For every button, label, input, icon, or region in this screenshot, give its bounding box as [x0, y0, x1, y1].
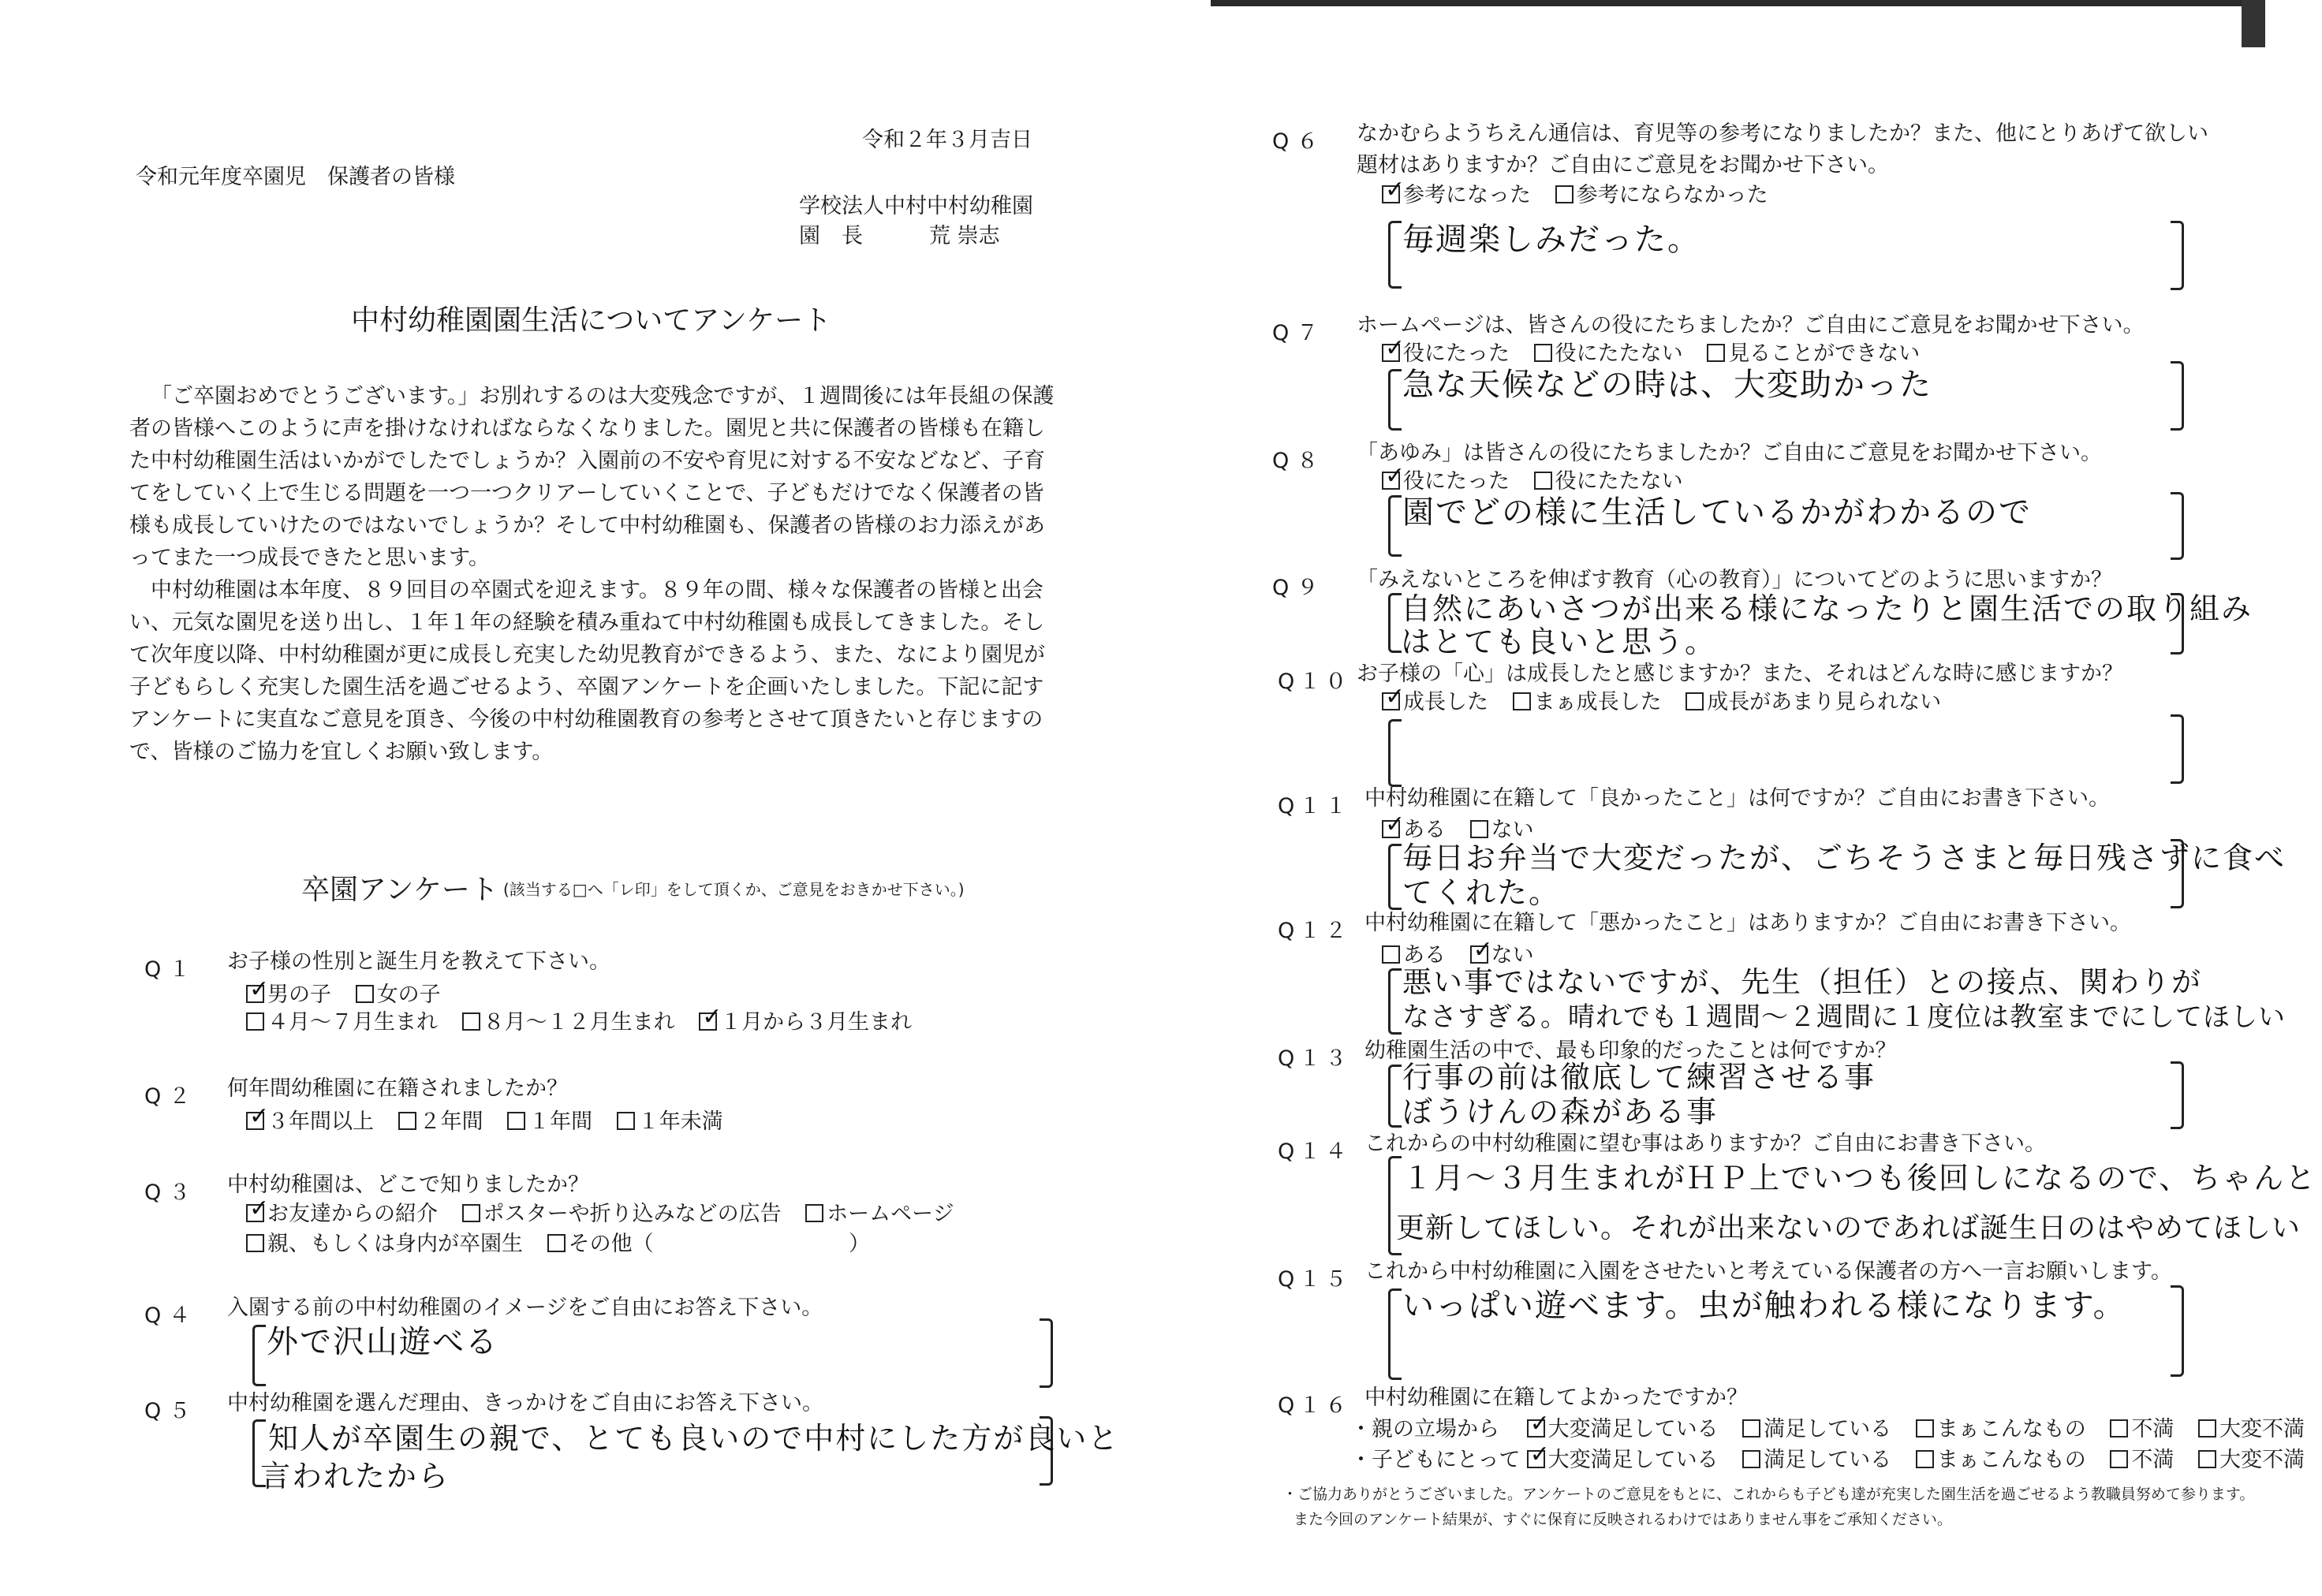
q13-bracket-right	[2171, 1061, 2184, 1129]
q2-option-under1y[interactable]: １年未満	[617, 1108, 723, 1136]
q14-number: Q１４	[1278, 1139, 1352, 1164]
q8-question: 「あゆみ」は皆さんの役にたちましたか？ご自由にご意見をお聞かせ下さい。	[1357, 441, 2102, 465]
q6-options	[1382, 181, 1786, 210]
checkbox[interactable]	[246, 1012, 264, 1031]
q16-child-satisfied[interactable]: 満足している	[1742, 1446, 1891, 1475]
checkbox[interactable]	[1534, 472, 1552, 490]
q14-answer-line-2[interactable]: 更新してほしい。それが出来ないのであれば誕生日のはやめてほしい	[1396, 1212, 2301, 1244]
checkbox[interactable]	[398, 1112, 416, 1130]
checkbox-checked[interactable]	[1382, 692, 1400, 710]
q2-question: 何年間幼稚園に在籍されましたか？	[227, 1076, 568, 1101]
principal-title: 園 長	[799, 224, 863, 248]
q4-bracket-left	[252, 1325, 266, 1386]
scan-edge	[2242, 0, 2265, 47]
checkbox[interactable]	[356, 985, 374, 1003]
checkbox-checked[interactable]	[1527, 1419, 1545, 1438]
checkbox-checked[interactable]	[1470, 945, 1488, 964]
q12-bracket-left	[1388, 968, 1402, 1035]
q2-number: Q２	[144, 1084, 199, 1109]
q3-question: 中村幼稚園は、どこで知りましたか？	[227, 1173, 589, 1197]
q16-child-very-dissatisfied[interactable]: 大変不満	[2198, 1446, 2305, 1475]
q1-option-boy[interactable]: ✓男の子	[246, 981, 331, 1009]
q6-answer[interactable]: 毎週楽しみだった。	[1402, 222, 1700, 258]
q10-option-somewhat[interactable]: まぁ成長した	[1513, 688, 1662, 717]
q5-question: 中村幼稚園を選んだ理由、きっかけをご自由にお答え下さい。	[227, 1391, 823, 1415]
q8-options	[1382, 468, 1700, 496]
q16-parent-satisfied[interactable]: 満足している	[1742, 1415, 1891, 1444]
q11-number: Q１１	[1278, 794, 1352, 819]
q13-question: 幼稚園生活の中で、最も印象的だったことは何ですか？	[1364, 1039, 1897, 1063]
q16-parent-very-dissatisfied[interactable]: 大変不満	[2198, 1415, 2305, 1444]
q1-question: お子様の性別と誕生月を教えて下さい。	[227, 949, 610, 974]
checkbox-checked[interactable]	[246, 1204, 264, 1222]
checkbox-checked[interactable]	[246, 985, 264, 1003]
q7-option-cannot-view[interactable]: 見ることができない	[1707, 340, 1920, 368]
q3-options-row2	[246, 1230, 671, 1259]
checkbox-checked[interactable]	[699, 1012, 717, 1031]
checkbox-checked[interactable]	[1527, 1450, 1545, 1468]
q6-bracket-right	[2171, 221, 2184, 290]
q7-answer[interactable]: 急な天候などの時は、大変助かった	[1402, 367, 1932, 403]
checkbox[interactable]	[617, 1112, 635, 1130]
q16-parent-dissatisfied[interactable]: 不満	[2110, 1415, 2174, 1444]
q7-bracket-right	[2171, 361, 2184, 431]
q2-options	[246, 1108, 741, 1136]
q9-answer-line-2[interactable]: はとても良いと思う。	[1401, 625, 1717, 659]
school-name: 学校法人中村中村幼稚園	[799, 194, 1033, 218]
q1-option-jan-mar[interactable]: ✓ １月から３月生まれ	[699, 1009, 912, 1037]
checkbox[interactable]	[246, 1234, 264, 1252]
checkbox[interactable]	[1382, 945, 1400, 964]
q15-answer[interactable]: いっぱい遊べます。虫が触われる様になります。	[1402, 1288, 2126, 1324]
checkbox[interactable]	[462, 1204, 480, 1222]
q13-number: Q１３	[1278, 1046, 1352, 1071]
q7-question: ホームページは、皆さんの役にたちましたか？ご自由にご意見をお聞かせ下さい。	[1357, 313, 2145, 337]
q11-option-yes[interactable]: ✓ある	[1382, 816, 1446, 845]
q8-bracket-right	[2171, 492, 2184, 560]
checkbox[interactable]	[1555, 185, 1574, 203]
q3-option-homepage[interactable]: ホームページ	[805, 1200, 954, 1229]
checkbox[interactable]	[1916, 1419, 1934, 1438]
q15-number: Q１５	[1278, 1267, 1352, 1292]
intro-text	[129, 380, 1062, 768]
q15-bracket-left	[1388, 1288, 1402, 1380]
intro-paragraph-2: 中村幼稚園は本年度、８９回目の卒園式を迎えます。８９年の間、様々な保護者の皆様と出会い、元気な園児を送り出し、１年１年の経験を積み重ねて中村幼稚園も成長してきました。そして次年度以降、中村幼稚園が更に成長し充実した幼児教育ができるよう、また、なにより園児が子どもらしく充実した園生活を過ごせるよう、卒園アンケートを企画いたしました。下記に記すアンケートに実直なご意見を頂き、今後の中村幼稚園教育の参考とさせて頂きたいと存じますので、皆様のご協力を宜しくお願い致します。	[129, 578, 1045, 764]
q4-question: 入園する前の中村幼稚園のイメージをご自由にお答え下さい。	[227, 1296, 823, 1320]
q7-options	[1382, 340, 1937, 368]
checkbox[interactable]	[2198, 1419, 2216, 1438]
survey-note: (該当する□へ「レ印」をして頂くか、ご意見をおきかせ下さい。)	[503, 880, 965, 899]
q3-number: Q３	[144, 1180, 199, 1205]
checkbox[interactable]	[507, 1112, 525, 1130]
q7-option-not-useful[interactable]: 役にたたない	[1534, 340, 1683, 368]
q10-number: Q１０	[1278, 669, 1352, 694]
q3-other-close: ）	[849, 1232, 870, 1256]
q6-number: Q６	[1272, 129, 1327, 154]
q12-question: 中村幼稚園に在籍して「悪かったこと」はありますか？ご自由にお書き下さい。	[1364, 911, 2131, 935]
q13-answer-line-2[interactable]: ぼうけんの森がある事	[1402, 1094, 1719, 1129]
q10-options	[1382, 688, 1958, 717]
q16-parent-very-satisfied[interactable]: ✓ 大変満足している	[1527, 1415, 1719, 1444]
checkbox[interactable]	[1686, 692, 1704, 710]
q14-question: これからの中村幼稚園に望む事はありますか？ご自由にお書き下さい。	[1364, 1132, 2046, 1156]
q2-option-3y[interactable]: ✓３年間以上	[246, 1108, 374, 1136]
q4-answer[interactable]: 外で沢山遊べる	[267, 1324, 498, 1360]
q9-number: Q９	[1272, 576, 1327, 600]
checkbox[interactable]	[2198, 1450, 2216, 1468]
q1-option-apr-jul[interactable]: ４月〜７月生まれ	[246, 1009, 438, 1037]
q13-answer-line-1[interactable]: 行事の前は徹底して練習させる事	[1402, 1060, 1876, 1094]
q1-option-girl[interactable]: 女の子	[356, 981, 441, 1009]
q1-options-month	[246, 1009, 929, 1037]
q10-option-grown[interactable]: ✓成長した	[1382, 688, 1488, 717]
q12-answer-line-1[interactable]: 悪い事ではないですが、先生（担任）との接点、関わりが	[1402, 965, 2202, 999]
q15-bracket-right	[2171, 1285, 2184, 1377]
date: 令和２年３月吉日	[862, 128, 1032, 152]
q10-option-not-much[interactable]: 成長があまり見られない	[1686, 688, 1941, 717]
checkbox[interactable]	[462, 1012, 480, 1031]
q6-option-not-helpful[interactable]: 参考にならなかった	[1555, 181, 1768, 210]
q16-question: 中村幼稚園に在籍してよかったですか？	[1364, 1385, 1748, 1410]
q9-question: 「みえないところを伸ばす教育（心の教育）」についてどのように思いますか？	[1357, 568, 2112, 592]
q13-bracket-left	[1388, 1065, 1402, 1128]
q8-number: Q８	[1272, 449, 1327, 473]
q2-option-2y[interactable]: ２年間	[398, 1108, 483, 1136]
q16-row-child-label: ・子どもにとって	[1350, 1448, 1521, 1472]
q11-answer-line-2[interactable]: てくれた。	[1402, 875, 1561, 910]
q11-answer-line-1[interactable]: 毎日お弁当で大変だったが、ごちそうさまと毎日残さずに食べ	[1402, 841, 2287, 875]
q11-bracket-left	[1388, 844, 1402, 910]
q1-options-gender	[246, 981, 458, 1009]
q8-bracket-left	[1388, 495, 1402, 557]
q3-options-row1	[246, 1200, 972, 1229]
q2-option-1y[interactable]: １年間	[507, 1108, 592, 1136]
q7-option-useful[interactable]: ✓役にたった	[1382, 340, 1510, 368]
q10-bracket-left	[1388, 719, 1402, 787]
checkbox-checked[interactable]	[246, 1112, 264, 1130]
q4-number: Q４	[144, 1303, 199, 1328]
q10-question: お子様の「心」は成長したと感じますか？また、それはどんな時に感じますか？	[1357, 662, 2123, 686]
q3-option-friend[interactable]: ✓お友達からの紹介	[246, 1200, 438, 1229]
survey-title: 卒園アンケート	[301, 874, 498, 906]
checkbox-checked[interactable]	[1382, 820, 1400, 838]
checkbox[interactable]	[805, 1204, 823, 1222]
q6-option-helpful[interactable]: ✓参考になった	[1382, 181, 1531, 210]
q7-bracket-left	[1388, 369, 1402, 431]
q3-option-other[interactable]: その他（	[547, 1230, 654, 1259]
footer-line-2: また今回のアンケート結果が、すぐに保育に反映されるわけではありません事をご承知ください。	[1294, 1511, 1952, 1528]
checkbox[interactable]	[2110, 1450, 2128, 1468]
q11-question: 中村幼稚園に在籍して「良かったこと」は何ですか？ご自由にお書き下さい。	[1364, 786, 2110, 811]
checkbox[interactable]	[2110, 1419, 2128, 1438]
checkbox[interactable]	[1742, 1450, 1760, 1468]
q9-bracket-left	[1388, 593, 1402, 653]
checkbox[interactable]	[1916, 1450, 1934, 1468]
q6-question-line-1: なかむらようちえん通信は、育児等の参考になりましたか？また、他にとりあげて欲しい	[1357, 121, 2208, 146]
page-title: 中村幼稚園園生活についてアンケート	[351, 304, 832, 337]
q8-option-not-useful[interactable]: 役にたたない	[1534, 468, 1683, 496]
q8-answer[interactable]: 園でどの様に生活しているかがわかるので	[1402, 494, 2032, 531]
q16-parent-so-so[interactable]: まぁこんなもの	[1916, 1415, 2086, 1444]
q6-bracket-left	[1388, 221, 1402, 289]
scan-shadow	[1211, 0, 2265, 6]
q16-child-very-satisfied[interactable]: ✓ 大変満足している	[1527, 1446, 1719, 1475]
q14-answer-line-1[interactable]: １月〜３月生まれがＨＰ上でいつも後回しになるので、ちゃんと	[1402, 1161, 2317, 1195]
q10-bracket-right	[2171, 714, 2184, 784]
q3-option-family[interactable]: 親、もしくは身内が卒園生	[246, 1230, 523, 1259]
q5-number: Q５	[144, 1399, 199, 1423]
checkbox[interactable]	[1742, 1419, 1760, 1438]
checkbox[interactable]	[1513, 692, 1531, 710]
q16-row-parent	[1350, 1415, 2322, 1444]
checkbox[interactable]	[1534, 344, 1552, 362]
q1-option-aug-dec[interactable]: ８月〜１２月生まれ	[462, 1009, 675, 1037]
q15-question: これから中村幼稚園に入園をさせたいと考えている保護者の方へ一言お願いします。	[1364, 1259, 2172, 1284]
q1-number: Q１	[144, 957, 199, 982]
q16-row-parent-label: ・親の立場から	[1350, 1417, 1499, 1441]
q4-bracket-right	[1040, 1318, 1053, 1388]
checkbox[interactable]	[1707, 344, 1725, 362]
q12-number: Q１２	[1278, 919, 1352, 943]
checkbox-checked[interactable]	[1382, 185, 1400, 203]
checkbox-checked[interactable]	[1382, 344, 1400, 362]
q16-number: Q１６	[1278, 1393, 1352, 1418]
q7-number: Q７	[1272, 321, 1327, 345]
q5-answer-line-2[interactable]: 言われたから	[260, 1459, 450, 1493]
q16-child-dissatisfied[interactable]: 不満	[2110, 1446, 2174, 1475]
footer-line-1: ・ご協力ありがとうございました。アンケートのご意見をもとに、これからも子ども達が充実した園生活を過ごせるよう教職員努めて参ります。	[1282, 1486, 2255, 1503]
q9-answer-line-1[interactable]: 自然にあいさつが出来る様になったりと園生活での取り組み	[1401, 591, 2253, 626]
q16-child-so-so[interactable]: まぁこんなもの	[1916, 1446, 2086, 1475]
q8-option-useful[interactable]: ✓役にたった	[1382, 468, 1510, 496]
checkbox[interactable]	[547, 1234, 566, 1252]
q5-answer-line-1[interactable]: 知人が卒園生の親で、とても良いので中村にした方が良いと	[268, 1421, 1120, 1456]
addressee: 令和元年度卒園児 保護者の皆様	[136, 165, 455, 189]
intro-paragraph-1: 「ご卒園おめでとうございます。」お別れするのは大変残念ですが、１週間後には年長組の保護者の皆様へこのように声を掛けなければならなくなりました。園児と共に保護者の皆様も在籍した中村幼稚園生活はいかがでしたでしょうか？入園前の不安や育児に対する不安などなど、子育てをしていく上で生じる問題を一つ一つクリアーしていくことで、子どもだけでなく保護者の皆様も成長していけたのではないでしょうか？そして中村幼稚園も、保護者の皆様のお力添えがあってまた一つ成長できたと思います。	[129, 384, 1055, 570]
checkbox[interactable]	[1470, 820, 1488, 838]
q12-answer-line-2[interactable]: なさすぎる。晴れでも１週間〜２週間に１度位は教室までにしてほしい	[1402, 1001, 2286, 1033]
q12-option-yes[interactable]: ある	[1382, 942, 1446, 970]
q6-question-line-2: 題材はありますか？ご自由にご意見をお聞かせ下さい。	[1357, 153, 1889, 177]
q11-option-no[interactable]: ない	[1470, 816, 1534, 845]
principal-name: 荒 崇志	[929, 224, 1000, 248]
q12-option-no[interactable]: ✓ ない	[1470, 942, 1534, 970]
q3-option-poster[interactable]: ポスターや折り込みなどの広告	[462, 1200, 782, 1229]
q16-row-child	[1350, 1446, 2322, 1475]
checkbox-checked[interactable]	[1382, 472, 1400, 490]
